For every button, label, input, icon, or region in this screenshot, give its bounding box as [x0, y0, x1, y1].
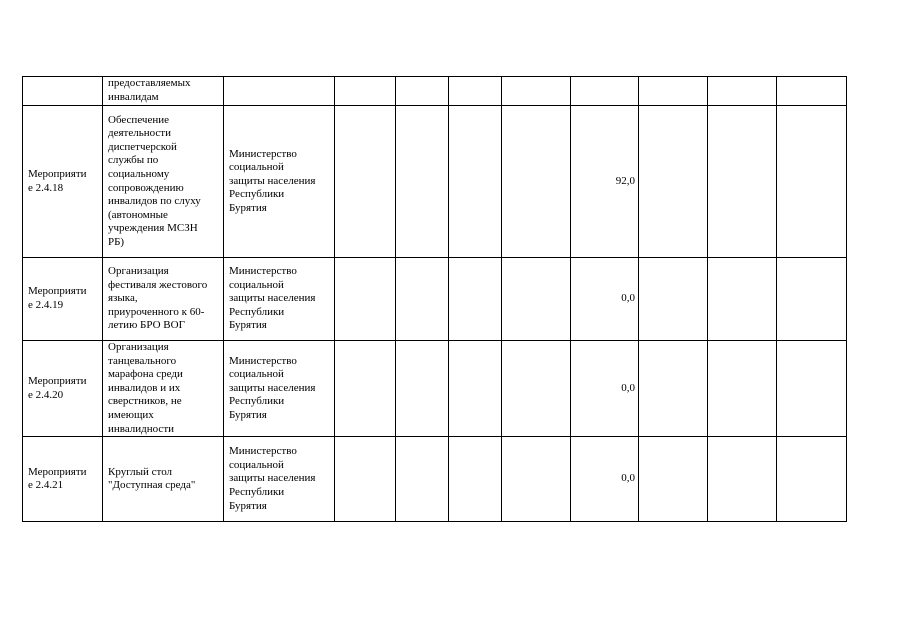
- executor-cell: [224, 106, 335, 258]
- activity-code-cell: [23, 341, 103, 437]
- amount-cell: [571, 106, 639, 258]
- empty-cell: [639, 341, 708, 437]
- empty-cell: [777, 77, 847, 106]
- empty-cell: [449, 258, 502, 341]
- amount-cell: [571, 77, 639, 106]
- empty-cell: [502, 437, 571, 522]
- activity-description-cell-text: Круглый стол "Доступная среда": [108, 465, 196, 492]
- executor-cell: [224, 258, 335, 341]
- empty-cell: [708, 437, 777, 522]
- table-body: [23, 77, 847, 522]
- empty-cell: [335, 341, 396, 437]
- activity-description-cell: [103, 437, 224, 522]
- empty-cell: [335, 77, 396, 106]
- empty-cell: [708, 77, 777, 106]
- empty-cell: [449, 341, 502, 437]
- activity-code-cell-text: Мероприяти е 2.4.18: [28, 167, 87, 194]
- amount-cell-text: 0,0: [621, 472, 635, 485]
- empty-cell: [335, 106, 396, 258]
- amount-cell: [571, 258, 639, 341]
- amount-cell-text: 0,0: [621, 381, 635, 394]
- executor-cell-text: Министерство социальной защиты населения Республики Бурятия: [229, 354, 316, 421]
- empty-cell: [777, 341, 847, 437]
- empty-cell: [449, 77, 502, 106]
- table-row: [23, 341, 847, 437]
- empty-cell: [639, 77, 708, 106]
- empty-cell: [639, 106, 708, 258]
- executor-cell: [224, 341, 335, 437]
- activity-code-cell-text: Мероприяти е 2.4.21: [28, 465, 87, 492]
- executor-cell-text: Министерство социальной защиты населения Республики Бурятия: [229, 265, 316, 332]
- empty-cell: [502, 77, 571, 106]
- empty-cell: [335, 437, 396, 522]
- empty-cell: [396, 258, 449, 341]
- activity-description-cell-text: Организация танцевального марафона среди инвалидов и их сверстников, не имеющих инвалидности: [108, 341, 183, 435]
- activity-code-cell: [23, 437, 103, 522]
- empty-cell: [708, 341, 777, 437]
- amount-cell: [571, 437, 639, 522]
- empty-cell: [502, 258, 571, 341]
- activity-description-cell: [103, 106, 224, 258]
- activity-description-cell: [103, 258, 224, 341]
- empty-cell: [396, 341, 449, 437]
- amount-cell: [571, 341, 639, 437]
- empty-cell: [396, 77, 449, 106]
- amount-cell-text: 0,0: [621, 292, 635, 305]
- empty-cell: [396, 437, 449, 522]
- empty-cell: [708, 106, 777, 258]
- activity-description-cell-text: Организация фестиваля жестового языка, приуроченного к 60- летию БРО ВОГ: [108, 265, 208, 332]
- activity-description-cell-text: предоставляемых инвалидам: [108, 77, 191, 103]
- activity-description-cell: [103, 341, 224, 437]
- empty-cell: [335, 258, 396, 341]
- table-row: [23, 106, 847, 258]
- empty-cell: [777, 437, 847, 522]
- table-row: [23, 437, 847, 522]
- activity-description-cell: [103, 77, 224, 106]
- amount-cell-text: 92,0: [615, 174, 635, 187]
- activity-description-cell-text: Обеспечение деятельности диспетчерской службы по социальному сопровождению инвалидов по слуху (автономные учреждения МСЗН РБ): [108, 113, 201, 248]
- activity-code-cell: [23, 106, 103, 258]
- empty-cell: [396, 106, 449, 258]
- activity-code-cell-text: Мероприяти е 2.4.20: [28, 374, 87, 401]
- table-row: [23, 77, 847, 106]
- empty-cell: [449, 437, 502, 522]
- executor-cell-text: Министерство социальной защиты населения Республики Бурятия: [229, 445, 316, 512]
- activity-code-cell: [23, 258, 103, 341]
- empty-cell: [639, 258, 708, 341]
- activity-code-cell-text: Мероприяти е 2.4.19: [28, 285, 87, 311]
- empty-cell: [777, 106, 847, 258]
- executor-cell-text: Министерство социальной защиты населения Республики Бурятия: [229, 147, 316, 214]
- empty-cell: [639, 437, 708, 522]
- empty-cell: [777, 258, 847, 341]
- program-activities-table: [22, 76, 847, 522]
- empty-cell: [502, 106, 571, 258]
- empty-cell: [708, 258, 777, 341]
- table-row: [23, 258, 847, 341]
- executor-cell: [224, 77, 335, 106]
- empty-cell: [449, 106, 502, 258]
- empty-cell: [502, 341, 571, 437]
- activity-code-cell: [23, 77, 103, 106]
- executor-cell: [224, 437, 335, 522]
